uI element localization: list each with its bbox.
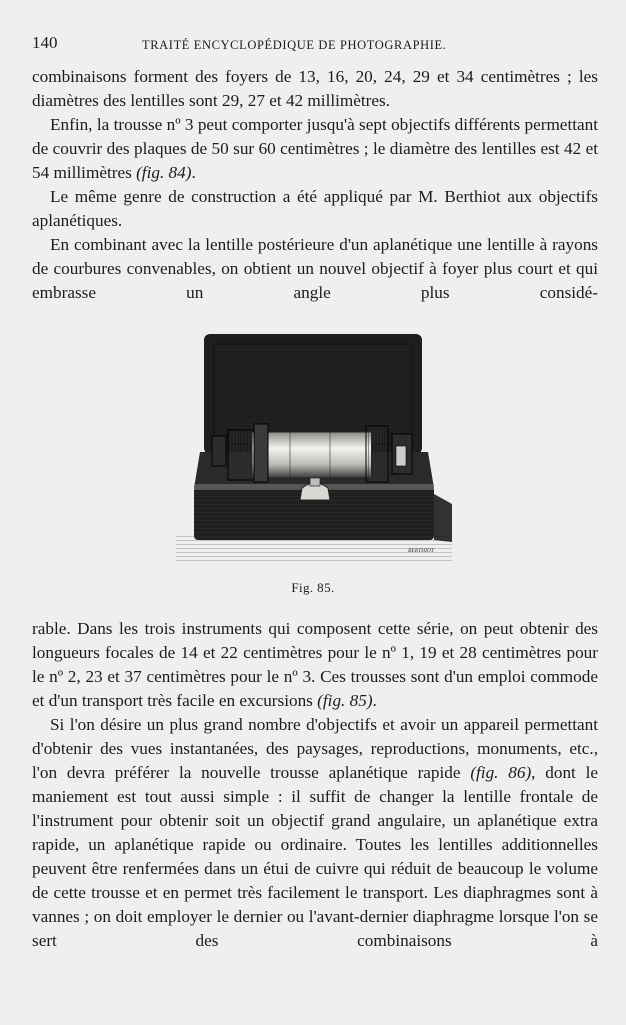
paragraph: Le même genre de construction a été appliqué par M. Berthiot aux objectifs aplanétiques.: [32, 187, 598, 230]
running-title: TRAITÉ ENCYCLOPÉDIQUE DE PHOTOGRAPHIE.: [142, 38, 447, 52]
paragraph-text: , dont le maniement est tout aussi simple : il suffit de changer la lentille frontale de l'instrument pour obtenir soit un objectif grand angulaire, un aplanétique extra rapide, un aplanétique rapide ou ordinaire. Toutes les lentilles additionnelles peuvent être renfermées dans un étui de cuivre qui réduit de beaucoup le volume de cette trousse et en permet très facilement le transport. Les diaphragmes sont à vannes ; on doit employer le dernier ou l'avant-dernier diaphragme lorsque l'on se sert des combinaisons à: [32, 763, 598, 950]
text-block-bottom: [32, 617, 598, 953]
paragraph-text: Si l'on désire un plus grand nombre d'objectifs et avoir un appareil permettant d'obtenir des vues instantanées, des paysages, reproductions, monuments, etc., l'on devra préférer la nouvelle trousse aplanétique rapide: [32, 715, 598, 782]
text-block-top: [32, 65, 598, 305]
punctuation: .: [191, 163, 196, 182]
figure-reference: (fig. 84): [136, 163, 192, 182]
lens-ring-left: [228, 430, 254, 480]
figure-reference: (fig. 86): [470, 763, 532, 782]
lens-barrel: [252, 432, 372, 478]
engraver-signature: BERTHIOT: [408, 548, 434, 554]
paragraph: combinaisons forment des foyers de 13, 16, 20, 24, 29 et 34 centimètres ; les diamètres des lentilles sont 29, 27 et 42 millimètres.: [32, 67, 598, 110]
paragraph: [32, 617, 598, 713]
paragraph: [32, 113, 598, 185]
page-number: 140: [32, 33, 58, 52]
figure-engraving: [170, 328, 460, 576]
paragraph: [32, 713, 598, 953]
punctuation: .: [372, 691, 377, 710]
figure-reference: (fig. 85): [317, 691, 373, 710]
figure-caption: Fig. 85.: [291, 580, 335, 595]
paragraph-text: rable. Dans les trois instruments qui composent cette série, on peut obtenir des longueurs focales de 14 et 22 centimètres pour le nº 1, 19 et 28 centimètres pour le nº 2, 23 et 37 centimètres pour le nº 3. Ces trousses sont d'un emploi commode et d'un transport très facile en excursions: [32, 619, 598, 710]
paragraph-text: Enfin, la trousse nº 3 peut comporter jusqu'à sept objectifs différents permettant de couvrir des plaques de 50 sur 60 centimètres ; le diamètre des lentilles est 42 et 54 millimètres: [32, 115, 598, 182]
page-header: [32, 33, 598, 55]
lens-ring-right: [366, 426, 388, 482]
paragraph: En combinant avec la lentille postérieure d'un aplanétique une lentille à rayons de courbures convenables, on obtient un nouvel objectif à foyer plus court et qui embrasse un angle plus considé-: [32, 235, 598, 302]
